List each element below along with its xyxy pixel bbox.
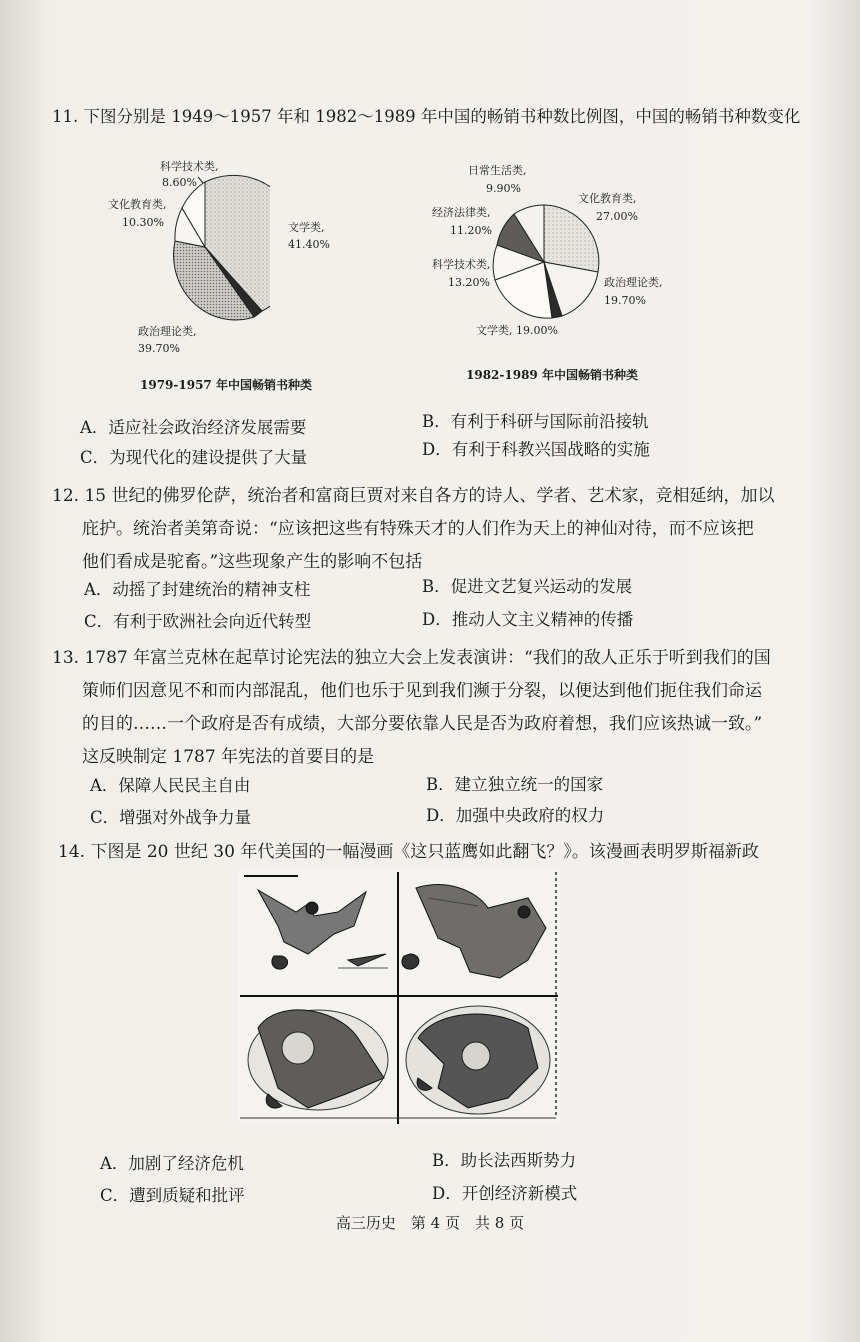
pie-left-caption: 1979-1957 年中国畅销书种类 (140, 378, 312, 392)
option-11-a[interactable]: A．适应社会政治经济发展需要 (80, 418, 307, 437)
pie-right-slice-wenhua (544, 205, 599, 272)
pie-right-label-wenxue: 文学类, 19.00% (476, 324, 558, 337)
option-12-d[interactable]: D．推动人文主义精神的传播 (422, 610, 634, 629)
pie-right-label-jingji-value: 11.20% (450, 224, 492, 237)
pie-left-label-zhengzhi-name: 政治理论类, (138, 325, 197, 338)
pie-left-label-wenxue-name: 文学类, (288, 221, 325, 234)
pie-right-label-keji-name: 科学技术类, (432, 258, 491, 271)
question-13 (52, 642, 832, 774)
question-13-line-3: 的目的……一个政府是否有成绩，大部分要依靠人民是否为政府着想，我们应该热诚一致。” (82, 714, 763, 734)
option-12-c[interactable]: C．有利于欧洲社会向近代转型 (84, 612, 312, 631)
question-13-line-4: 这反映制定 1787 年宪法的首要目的是 (82, 747, 375, 767)
option-14-c[interactable]: C．遭到质疑和批评 (100, 1186, 245, 1205)
pie-right-slices (493, 205, 599, 318)
option-13-a[interactable]: A．保障人民民主自由 (90, 776, 251, 795)
question-12-line-2: 庇护。统治者美第奇说：“应该把这些有特殊天才的人们作为天上的神仙对待，而不应该把 (82, 519, 754, 539)
option-11-c[interactable]: C．为现代化的建设提供了大量 (80, 448, 308, 467)
pie-left-slices (174, 175, 270, 320)
pie-right-label-wenhua-name: 文化教育类, (578, 192, 637, 205)
blue-eagle-cartoon (238, 868, 560, 1124)
option-13-c[interactable]: C．增强对外战争力量 (90, 808, 252, 827)
question-11-stem: 11. 下图分别是 1949～1957 年和 1982～1989 年中国的畅销书种数比例图，中国的畅销书种数变化 (52, 107, 801, 126)
question-13-line-2: 策师们因意见不和而内部混乱，他们也乐于见到我们濒于分裂，以便达到他们扼住我们命运 (82, 681, 762, 701)
pie-right-label-richang-value: 9.90% (486, 182, 521, 195)
question-14-stem: 14. 下图是 20 世纪 30 年代美国的一幅漫画《这只蓝鹰如此翻飞？》。该漫画表明罗斯福新政 (58, 842, 759, 862)
option-14-d[interactable]: D．开创经济新模式 (432, 1184, 578, 1203)
pie-right-svg (492, 200, 604, 324)
pie-right-label-richang-name: 日常生活类, (468, 164, 527, 177)
pie-right-label-zhengzhi-name: 政治理论类, (604, 276, 663, 289)
pie-left-label-zhengzhi-value: 39.70% (138, 342, 180, 355)
question-11 (52, 100, 832, 133)
question-12-line-1: 12. 15 世纪的佛罗伦萨，统治者和富商巨贾对来自各方的诗人、学者、艺术家，竞相延纳，加以 (52, 486, 775, 506)
eagle-panel-4 (406, 1006, 550, 1114)
question-13-line-1: 13. 1787 年富兰克林在起草讨论宪法的独立大会上发表演讲：“我们的敌人正乐于听到我们的国 (52, 648, 771, 668)
question-14 (58, 836, 838, 869)
pie-right-caption: 1982-1989 年中国畅销书种类 (466, 368, 638, 382)
pie-left-label-keji-value: 8.60% (162, 176, 197, 189)
option-14-a[interactable]: A．加剧了经济危机 (100, 1154, 244, 1173)
option-13-b[interactable]: B．建立独立统一的国家 (426, 775, 604, 794)
option-13-d[interactable]: D．加强中央政府的权力 (426, 806, 605, 825)
eagle-panel-3 (248, 1010, 388, 1110)
question-12 (52, 480, 832, 579)
pie-right-label-zhengzhi-value: 19.70% (604, 294, 646, 307)
option-14-b[interactable]: B．助长法西斯势力 (432, 1151, 577, 1170)
pie-left-label-keji-name: 科学技术类, (160, 160, 219, 173)
pie-left-label-wenhua-name: 文化教育类, (108, 198, 167, 211)
option-12-b[interactable]: B．促进文艺复兴运动的发展 (422, 577, 633, 596)
pie-left-leader-keji (198, 177, 203, 183)
question-12-line-3: 他们看成是驼畜。”这些现象产生的影响不包括 (82, 552, 423, 572)
option-11-d[interactable]: D．有利于科教兴国战略的实施 (422, 440, 650, 459)
pie-left-label-wenxue-value: 41.40% (288, 238, 330, 251)
pie-left-label-wenhua-value: 10.30% (122, 216, 164, 229)
option-12-a[interactable]: A．动摇了封建统治的精神支柱 (84, 580, 311, 599)
pie-left-svg (170, 171, 270, 321)
page-footer: 高三历史 第 4 页 共 8 页 (335, 1214, 525, 1232)
option-11-b[interactable]: B．有利于科研与国际前沿接轨 (422, 412, 649, 431)
pie-right-label-wenhua-value: 27.00% (596, 210, 638, 223)
pie-right-label-keji-value: 13.20% (448, 276, 490, 289)
pie-right-label-jingji-name: 经济法律类, (432, 206, 491, 219)
